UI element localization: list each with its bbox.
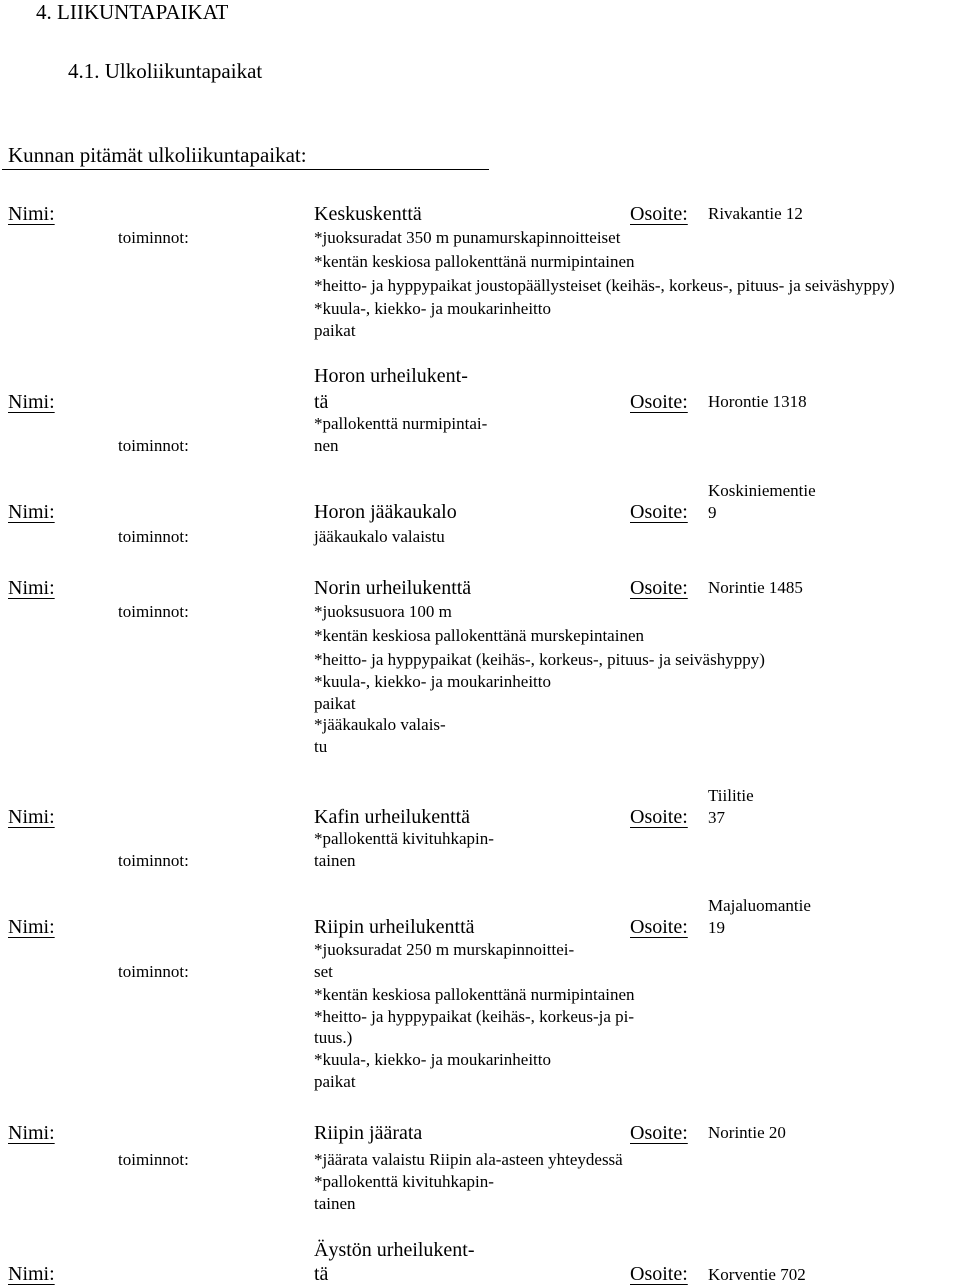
facility-address: Koskiniementie <box>708 481 816 500</box>
functions-label: toiminnot: <box>118 962 189 981</box>
heading-underline <box>2 169 489 170</box>
function-line: tainen <box>314 1194 356 1213</box>
functions-label: toiminnot: <box>118 851 189 870</box>
function-line: paikat <box>314 694 356 713</box>
facility-address: Rivakantie 12 <box>708 204 803 223</box>
address-label: Osoite: <box>630 203 688 225</box>
facility-name: Keskuskenttä <box>314 203 422 225</box>
function-line: paikat <box>314 1072 356 1091</box>
function-line: tuus.) <box>314 1028 353 1047</box>
name-label: Nimi: <box>8 916 55 938</box>
functions-label: toiminnot: <box>118 602 189 621</box>
address-label: Osoite: <box>630 1263 688 1285</box>
name-label: Nimi: <box>8 1263 55 1285</box>
facility-name: Äystön urheilukent- <box>314 1239 475 1261</box>
facility-address: Norintie 1485 <box>708 578 803 597</box>
function-line: *heitto- ja hyppypaikat (keihäs-, korkeus-ja pi- <box>314 1007 635 1026</box>
facility-address: Tiilitie <box>708 786 754 805</box>
address-label: Osoite: <box>630 501 688 523</box>
chapter-heading: 4. LIIKUNTAPAIKAT <box>36 0 229 24</box>
facility-address: 9 <box>708 503 717 522</box>
function-line: *juoksuradat 250 m murskapinnoittei- <box>314 940 575 959</box>
address-label: Osoite: <box>630 1122 688 1144</box>
facility-name: Horon jääkaukalo <box>314 501 457 523</box>
function-line: *juoksusuora 100 m <box>314 602 452 621</box>
name-label: Nimi: <box>8 501 55 523</box>
address-label: Osoite: <box>630 391 688 413</box>
section-heading: 4.1. Ulkoliikuntapaikat <box>68 59 263 83</box>
function-line: *kentän keskiosa pallokenttänä nurmipintainen <box>314 985 635 1004</box>
facility-address: Norintie 20 <box>708 1123 786 1142</box>
functions-label: toiminnot: <box>118 1150 189 1169</box>
facility-name: Riipin jäärata <box>314 1122 423 1144</box>
facility-address: 37 <box>708 808 725 827</box>
address-label: Osoite: <box>630 916 688 938</box>
facility-name: tä <box>314 1263 329 1285</box>
function-line: *kentän keskiosa pallokenttänä nurmipintainen <box>314 252 635 271</box>
functions-label: toiminnot: <box>118 436 189 455</box>
address-label: Osoite: <box>630 577 688 599</box>
function-line: paikat <box>314 321 356 340</box>
function-line: *kuula-, kiekko- ja moukarinheitto <box>314 299 551 318</box>
name-label: Nimi: <box>8 203 55 225</box>
functions-label: toiminnot: <box>118 228 189 247</box>
name-label: Nimi: <box>8 1122 55 1144</box>
function-line: *jääkaukalo valais- <box>314 715 446 734</box>
facility-name: Horon urheilukent- <box>314 365 468 387</box>
function-line: *pallokenttä nurmipintai- <box>314 414 488 433</box>
function-line: *heitto- ja hyppypaikat (keihäs-, korkeus-, pituus- ja seiväshyppy) <box>314 650 765 669</box>
function-line: jääkaukalo valaistu <box>314 527 445 546</box>
function-line: tainen <box>314 851 356 870</box>
facility-address: Horontie 1318 <box>708 392 807 411</box>
name-label: Nimi: <box>8 391 55 413</box>
function-line: *jäärata valaistu Riipin ala-asteen yhteydessä <box>314 1150 623 1169</box>
function-line: *heitto- ja hyppypaikat joustopäällysteiset (keihäs-, korkeus-, pituus- ja seiväshyppy) <box>314 276 895 295</box>
function-line: nen <box>314 436 339 455</box>
function-line: *kuula-, kiekko- ja moukarinheitto <box>314 1050 551 1069</box>
name-label: Nimi: <box>8 806 55 828</box>
function-line: *juoksuradat 350 m punamurskapinnoitteiset <box>314 228 621 247</box>
functions-label: toiminnot: <box>118 527 189 546</box>
function-line: *pallokenttä kivituhkapin- <box>314 1172 494 1191</box>
function-line: *pallokenttä kivituhkapin- <box>314 829 494 848</box>
facility-name: Kafin urheilukenttä <box>314 806 471 828</box>
facility-name: Norin urheilukenttä <box>314 577 472 599</box>
function-line: *kentän keskiosa pallokenttänä murskepintainen <box>314 626 644 645</box>
facility-address: Majaluomantie <box>708 896 811 915</box>
facility-name: tä <box>314 391 329 413</box>
facility-address: Korventie 702 <box>708 1265 806 1284</box>
name-label: Nimi: <box>8 577 55 599</box>
address-label: Osoite: <box>630 806 688 828</box>
facility-address: 19 <box>708 918 725 937</box>
function-line: *kuula-, kiekko- ja moukarinheitto <box>314 672 551 691</box>
function-line: tu <box>314 737 328 756</box>
subsection-heading: Kunnan pitämät ulkoliikuntapaikat: <box>8 143 307 167</box>
facility-name: Riipin urheilukenttä <box>314 916 475 938</box>
function-line: set <box>314 962 333 981</box>
